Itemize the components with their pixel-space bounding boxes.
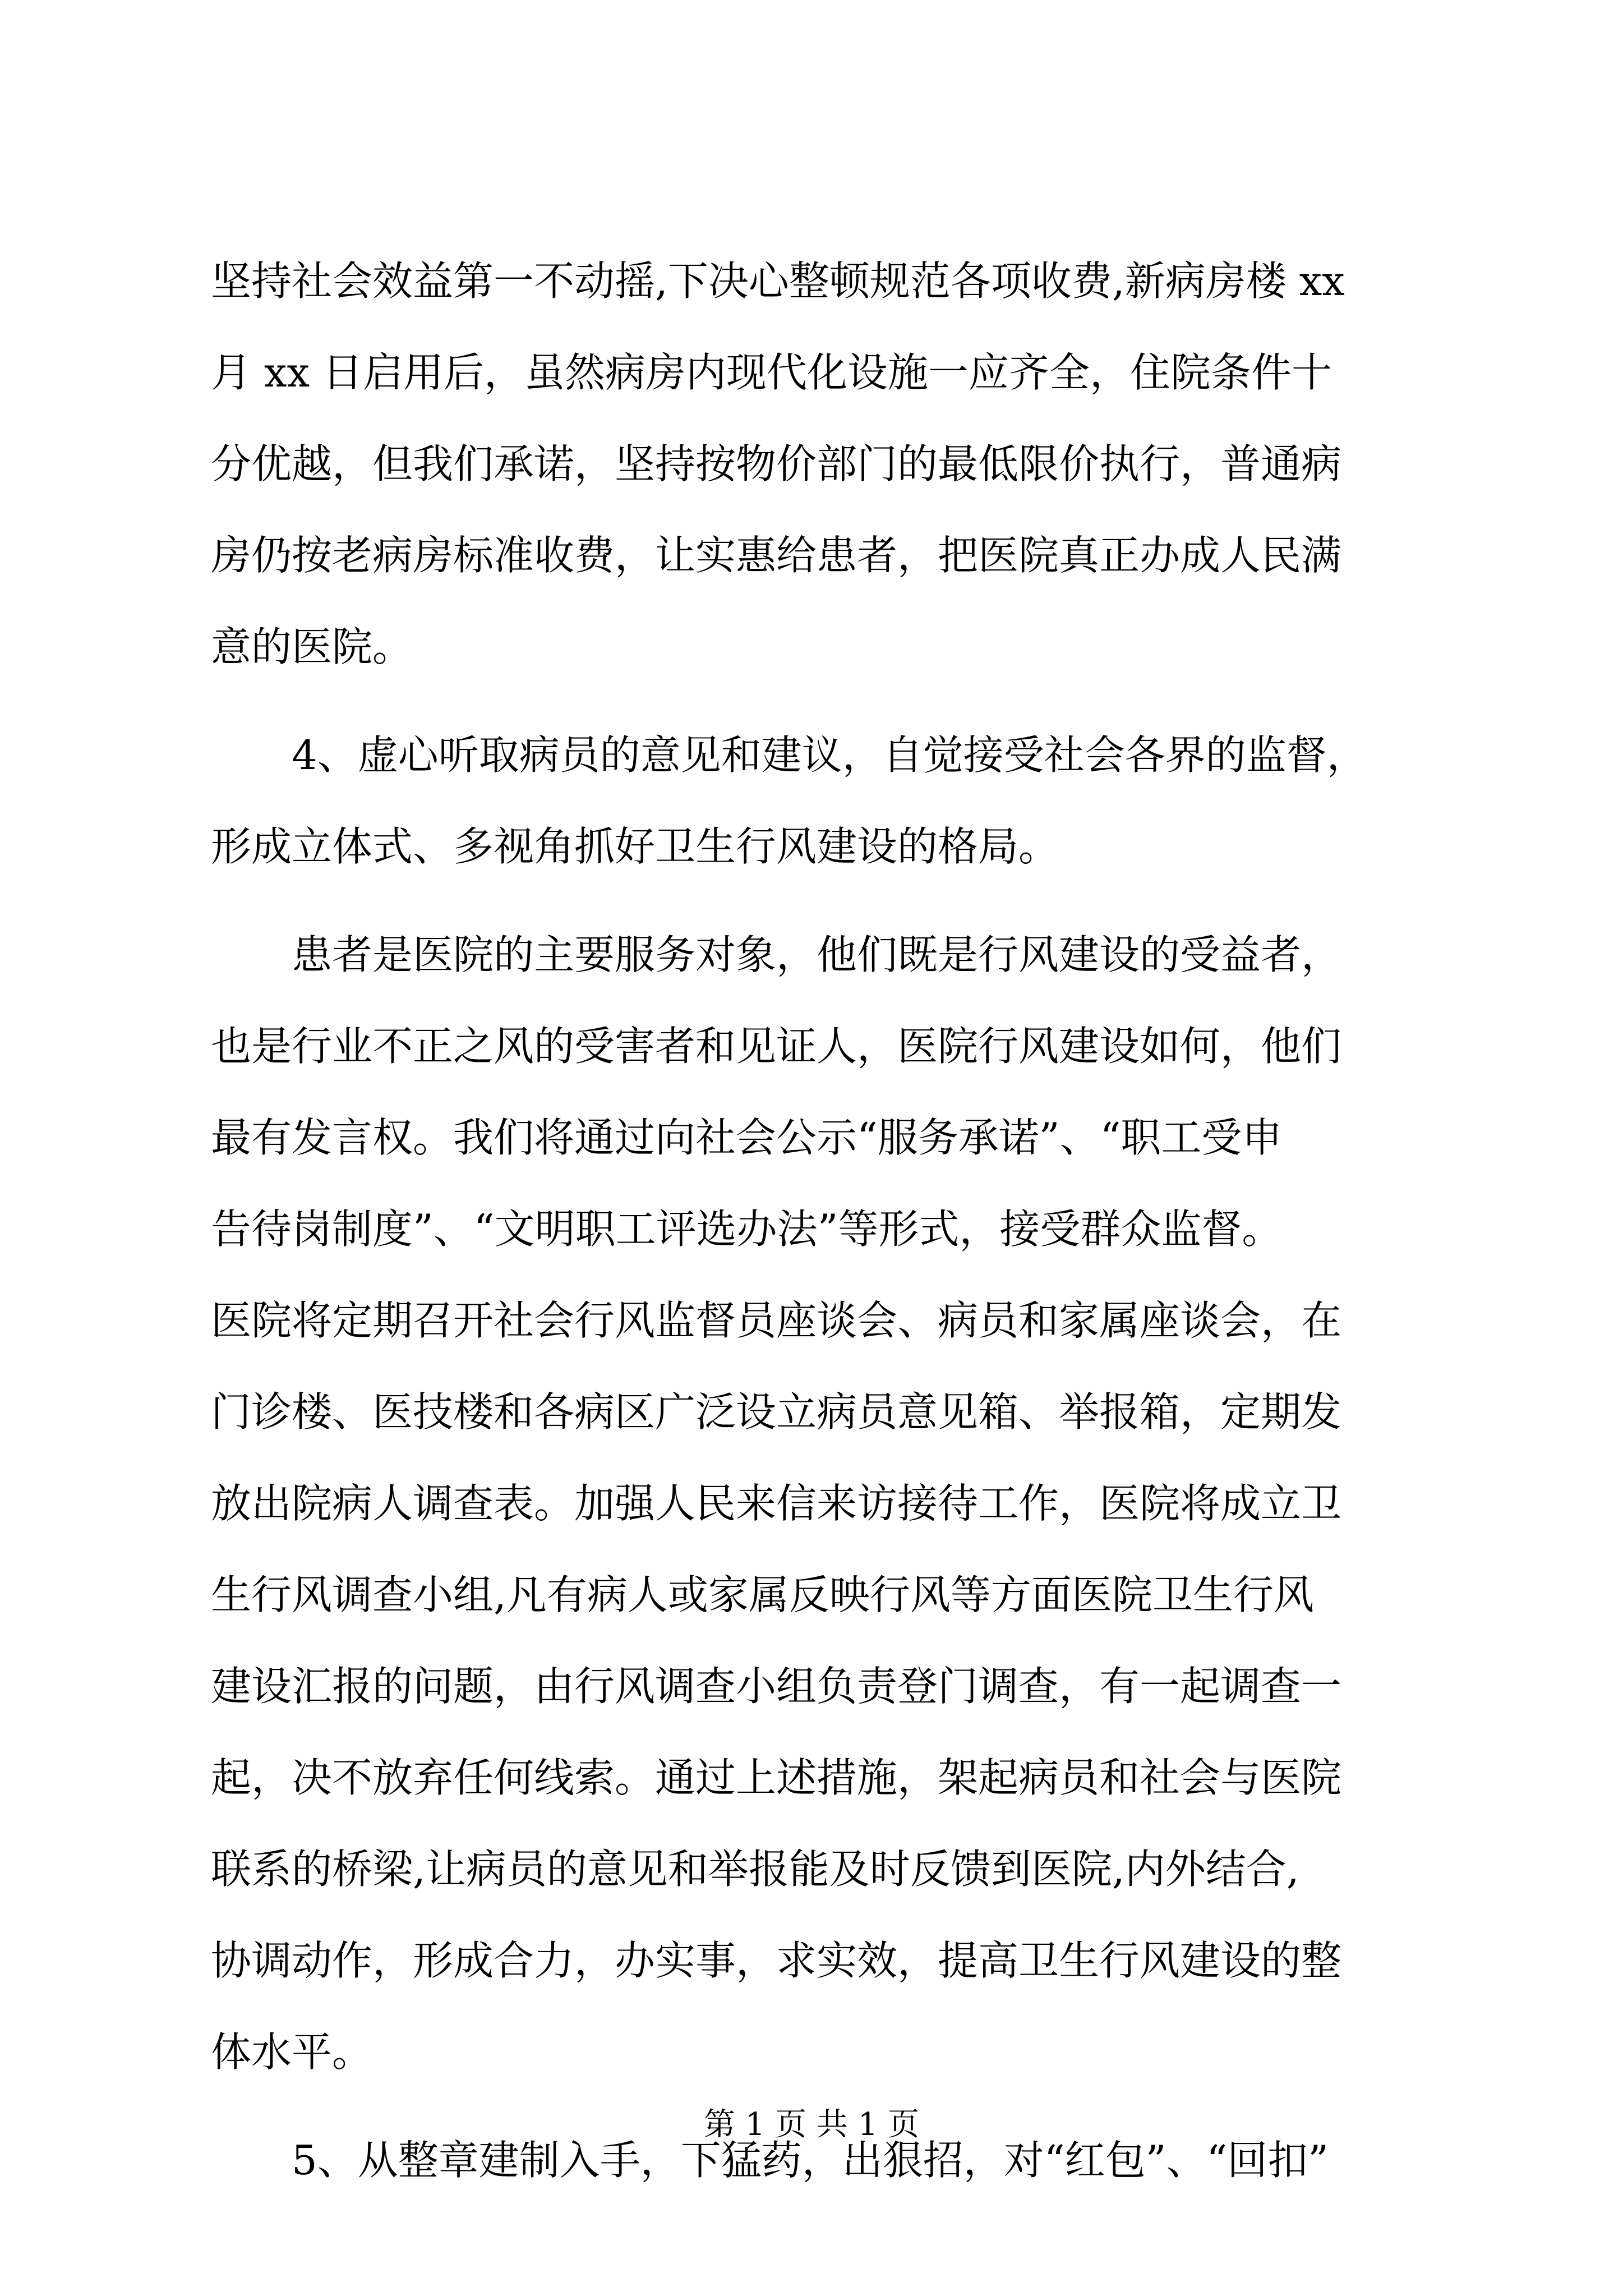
text-line: 房仍按老病房标准收费，让实惠给患者，把医院真正办成人民满 [211,532,1342,579]
page-footer: 第 1 页 共 1 页 [703,2106,920,2143]
text-line: 5、从整章建制入手，下猛药，出狠招，对“红包”、“回扣” [211,2137,1329,2184]
paragraph-gap [211,693,1445,710]
text-line: 医院将定期召开社会行风监督员座谈会、病员和家属座谈会，在 [211,1297,1342,1344]
text-line: 月 xx 日启用后，虽然病房内现代化设施一应齐全，住院条件十 [211,349,1332,396]
text-line: 生行风调查小组,凡有病人或家属反映行风等方面医院卫生行风 [211,1571,1314,1618]
text-line: 起，决不放弃任何线索。通过上述措施，架起病员和社会与医院 [211,1754,1342,1801]
paragraph-gap [211,892,1445,909]
text-line: 形成立体式、多视角抓好卫生行风建设的格局。 [211,823,1059,870]
text-line: 联系的桥梁,让病员的意见和举报能及时反馈到医院,内外结合, [211,1846,1299,1893]
text-line: 门诊楼、医技楼和各病区广泛设立病员意见箱、举报箱，定期发 [211,1388,1342,1435]
text-line: 意的医院。 [211,623,413,670]
text-line: 分优越，但我们承诺，坚持按物价部门的最低限价执行，普通病 [211,440,1342,487]
text-line: 最有发言权。我们将通过向社会公示“服务承诺”、“职工受申 [211,1114,1283,1161]
document-body [211,236,1445,2206]
text-line: 放出院病人调查表。加强人民来信来访接待工作，医院将成立卫 [211,1480,1342,1527]
text-line: 体水平。 [211,2028,373,2076]
text-line: 坚持社会效益第一不动摇,下决心整顿规范各项收费,新病房楼 xx [211,257,1345,305]
text-line: 建设汇报的问题，由行风调查小组负责登门调查，有一起调查一 [211,1663,1342,1710]
text-line: 也是行业不正之风的受害者和见证人，医院行风建设如何，他们 [211,1023,1342,1070]
text-line: 告待岗制度”、“文明职工评选办法”等形式，接受群众监督。 [211,1205,1283,1253]
text-line: 4、虚心听取病员的意见和建议，自觉接受社会各界的监督， [211,731,1367,779]
text-line: 协调动作，形成合力，办实事，求实效，提高卫生行风建设的整 [211,1937,1342,1984]
text-line: 患者是医院的主要服务对象，他们既是行风建设的受益者， [211,931,1342,978]
